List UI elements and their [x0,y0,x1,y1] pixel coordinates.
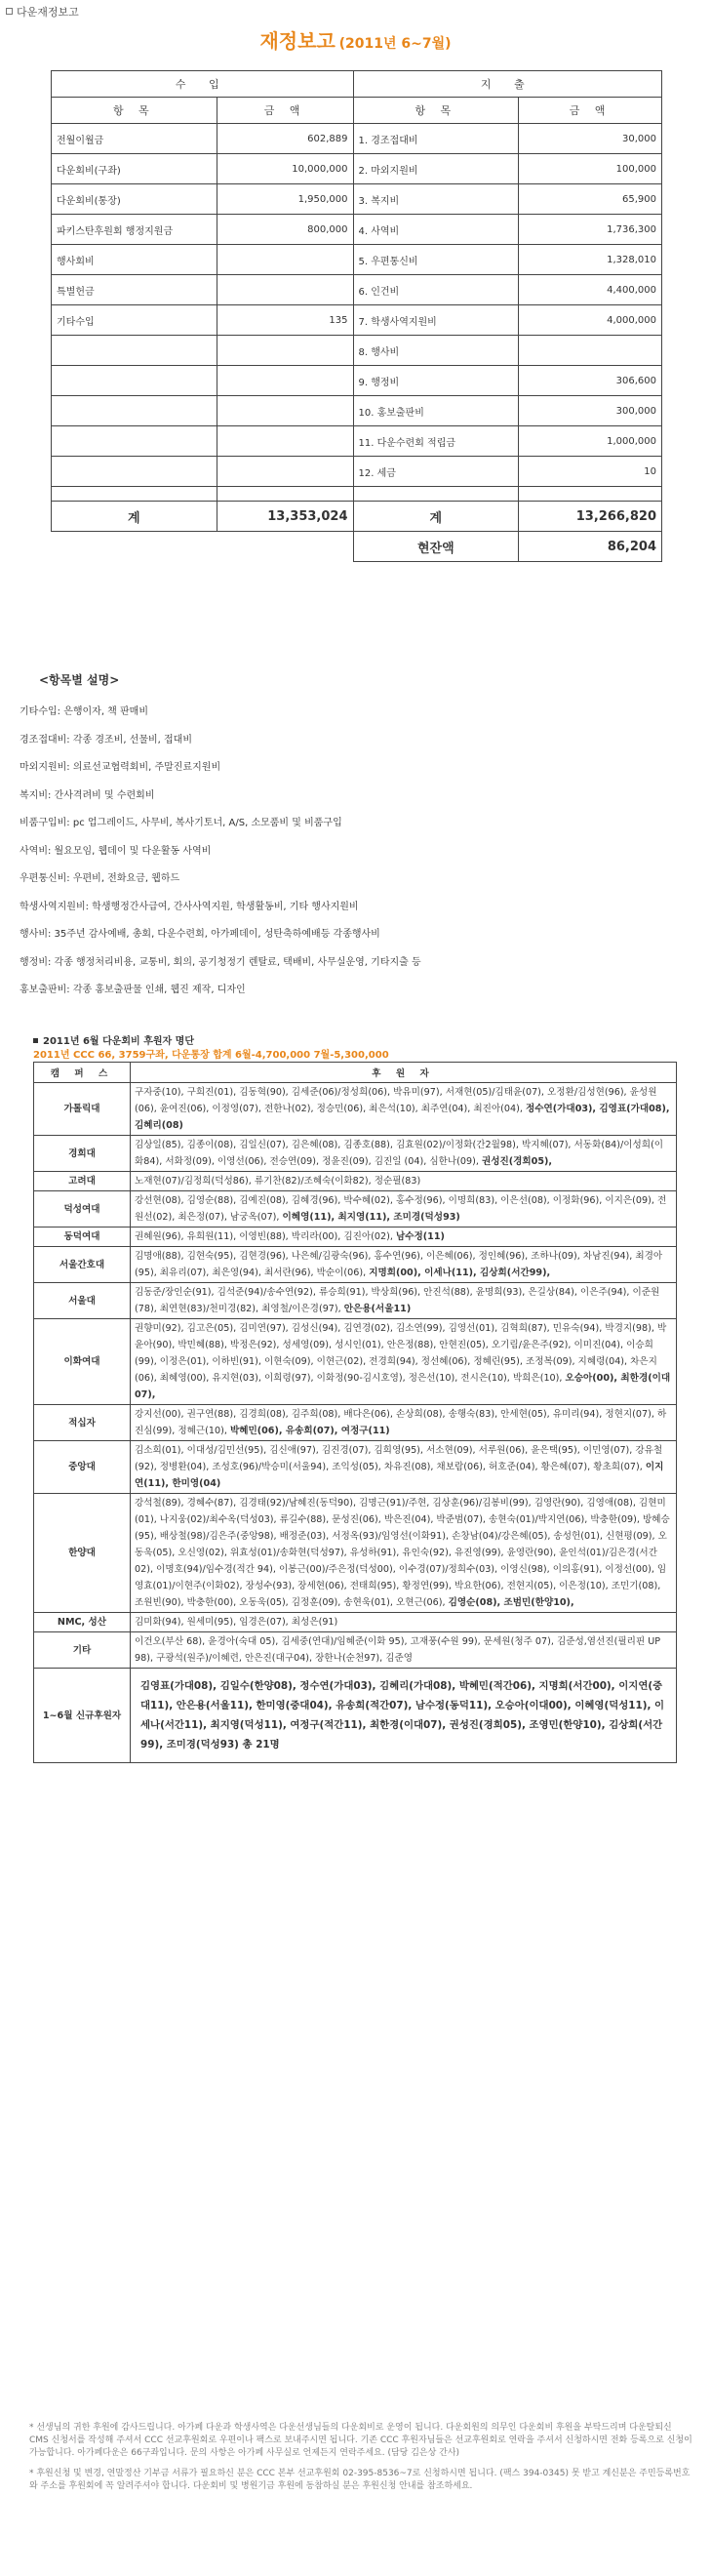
sponsor-cell [131,1441,677,1494]
campus-cell: 서울대 [34,1283,131,1319]
table-row [34,1319,677,1405]
explain-item: 사역비: 월요모임, 웹데이 및 다운활동 사역비 [20,845,212,857]
explain-item: 우편통신비: 우편비, 전화요금, 웹하드 [20,873,180,884]
expense-item: 9. 행정비 [353,366,519,396]
income-item: 다운회비(통장) [52,184,217,215]
expense-item: 7. 학생사역지원비 [353,305,519,336]
finance-row [52,184,662,215]
income-amount [217,396,353,426]
finance-table [51,70,662,562]
income-item: 다운회비(구좌) [52,154,217,184]
sponsor-table [33,1062,677,1763]
explain-item: 행정비: 각종 행정처리비용, 교통비, 회의, 공기청정기 렌탈료, 택배비, 사무실운영, 기타지출 등 [20,956,421,968]
income-amount: 135 [217,305,353,336]
explain-item: 기타수입: 은행이자, 책 판매비 [20,706,149,717]
income-amount: 602,889 [217,124,353,154]
expense-item: 10. 홍보출판비 [353,396,519,426]
expense-item: 1. 경조접대비 [353,124,519,154]
income-amount [217,275,353,305]
sponsor-cell [131,1172,677,1191]
sponsor-names-new: 이혜영(11), 최지영(11), 조미경(덕성93) [282,1212,460,1223]
sponsor-subheading: 2011년 CCC 66, 3759구좌, 다운통장 합계 6월-4,700,000 7월-5,300,000 [33,1050,389,1061]
campus-cell: 경희대 [34,1136,131,1172]
finance-row [52,275,662,305]
table-row [34,1083,677,1136]
sponsor-names: 김미화(94), 원세미(95), 임경은(07), 최성은(91) [135,1617,338,1628]
notes [29,2422,692,2501]
col-sponsor: 후 원 자 [131,1063,677,1083]
finance-row [52,426,662,457]
campus-cell: 중앙대 [34,1441,131,1494]
sponsor-names-new: 안은용(서울11) [343,1304,412,1314]
sponsor-names-new: 지명희(00), 이세나(11), 김상희(서간99), [369,1268,551,1278]
income-amount [217,336,353,366]
sponsor-names-new: 권성진(경희05), [481,1156,553,1167]
expense-item: 6. 인건비 [353,275,519,305]
sponsor-names: 강지선(00), 권구연(88), 김경희(08), 김주희(08), 배다은(06), 손상희(08), 송행숙(83), 안세현(05), 유미리(94), 정현지(07), 하진심(99), 정혜근(10), [135,1409,667,1436]
table-row [34,1441,677,1494]
income-amount: 1,950,000 [217,184,353,215]
explain-item: 학생사역지원비: 학생행정간사급여, 간사사역지원, 학생활동비, 기타 행사지원비 [20,901,359,912]
finance-row [52,305,662,336]
expense-amount: 30,000 [519,124,662,154]
finance-row [52,396,662,426]
col-item: 항 목 [52,98,217,124]
campus-cell: 한양대 [34,1494,131,1613]
table-row [34,1172,677,1191]
table-row [34,1191,677,1228]
table-row [34,1494,677,1613]
table-row [34,1405,677,1441]
explain-item: 복지비: 간사격려비 및 수련회비 [20,789,155,801]
sponsor-cell [131,1613,677,1632]
expense-amount [519,336,662,366]
expense-item: 11. 다운수련회 적립금 [353,426,519,457]
sponsor-names: 권향미(92), 김고은(05), 김미연(97), 김성신(94), 김연경(02), 김소연(99), 김영선(01), 김혁희(87), 민유숙(94), 박경지(98), 박윤아(90), 박민혜(88), 박정은(92), 성세영(09), 성시인(01), 안은정(88), 안현진(05), 오기림/윤은주(92), 이미진(04), 이승희(99), 이정은(01), 이하빈(91), 이현숙(09), 이현근(02), 전경희(94), 정선혜(06), 정혜린(95), 조정복(09), 지혜령(04), 차은지(06), 최혜영(00), 유지현(03), 이희령(97), 이화정(90-김시호영), 정은선(10), 전시은(10), 박희은(10), [135,1323,667,1384]
income-item: 특별헌금 [52,275,217,305]
finance-row [52,336,662,366]
expense-amount: 100,000 [519,154,662,184]
table-row [34,1228,677,1247]
explain-item: 마외지원비: 의료선교협력회비, 주말진료지원비 [20,762,221,773]
expense-total: 13,266,820 [519,502,662,532]
sponsor-names-new: 김영순(08), 조범민(한양10), [448,1597,574,1608]
income-item: 파키스탄후원회 행정지원금 [52,215,217,245]
expense-amount: 1,736,300 [519,215,662,245]
table-row [34,1613,677,1632]
sponsor-names: 권혜원(96), 유희원(11), 이영빈(88), 박리라(00), 김진아(02), [135,1231,396,1242]
expense-item: 12. 세금 [353,457,519,487]
sponsor-cell [131,1494,677,1613]
balance-value: 86,204 [519,532,662,562]
sponsor-names-new: 정수연(가대03), 김영표(가대08), 김혜리(08) [135,1104,670,1131]
expense-amount: 300,000 [519,396,662,426]
sponsor-names: 노재현(07)/김정희(덕성86), 류기찬(82)/조혜숙(이화82), 정순필(83) [135,1176,421,1187]
table-row [34,1136,677,1172]
income-item: 행사회비 [52,245,217,275]
explain-item: 경조접대비: 각종 경조비, 선물비, 접대비 [20,734,193,745]
sponsor-cell [131,1136,677,1172]
income-amount [217,426,353,457]
income-item: 기타수입 [52,305,217,336]
sponsor-cell [131,1669,677,1763]
campus-cell: 동덕여대 [34,1228,131,1247]
sponsor-cell [131,1247,677,1283]
balance-row [52,532,662,562]
bullet-icon [6,8,13,15]
explain-heading: <항목별 설명> [39,673,120,687]
table-row [34,1283,677,1319]
sponsor-cell [131,1405,677,1441]
explain-item: 홍보출판비: 각종 홍보출판물 인쇄, 웹진 제작, 디자인 [20,985,246,995]
income-header: 수 입 [52,71,354,98]
sponsor-cell [131,1228,677,1247]
sponsor-cell [131,1083,677,1136]
expense-amount: 10 [519,457,662,487]
income-total: 13,353,024 [217,502,353,532]
campus-cell: 서울간호대 [34,1247,131,1283]
finance-row [52,124,662,154]
sponsor-names: 김소희(01), 이대성/김민선(95), 김신애(97), 김진경(07), 김희영(95), 서소현(09), 서루원(06), 윤은택(95), 이민영(07), 강유철(92), 정병환(04), 조성호(96)/박승미(서울94), 조익성(05), 차유진(08), 채보람(06), 허호준(04), 황은혜(07), 황초희(07), [135,1445,663,1472]
explain-list [20,699,692,1005]
sponsor-cell [131,1319,677,1405]
table-row [34,1247,677,1283]
campus-cell: 기타 [34,1632,131,1669]
sponsor-cell [131,1191,677,1228]
expense-amount: 1,328,010 [519,245,662,275]
sponsor-names-new: 남수정(11) [395,1231,445,1242]
income-amount [217,366,353,396]
col-item: 항 목 [353,98,519,124]
table-row [34,1669,677,1763]
sponsor-names-new: 김영표(가대08), 김일수(한양08), 정수연(가대03), 김혜리(가대08), 박혜민(적간06), 지명희(서간00), 이지연(중대11), 안은용(서울11), 한미영(중대04), 유송희(적간07), 남수정(동덕11), 오승아(이대00), 이혜영(덕성11), 이세나(서간11), 최지영(덕성11), 여정구(적간11), 최한경(이대07), 권성진(경희05), 조영민(한양10), 김상희(서간99), 조미경(덕성93) 총 21명 [140,1680,665,1751]
sponsor-names: 강선현(08), 김영순(88), 김예진(08), 김혜경(96), 박수혜(02), 홍수정(96), 이명희(83), 이은선(08), 이정화(96), 이지은(09), 전원선(02), 최은정(07), 남궁옥(07), [135,1195,667,1223]
income-amount: 800,000 [217,215,353,245]
note-text: * 선생님의 귀한 후원에 감사드립니다. 아가페 다운과 학생사역은 다운선생님들의 다운회비로 운영이 됩니다. 다운회원의 의무인 다운회비 후원을 부탁드리며 다운탈퇴신 CMS 신청서를 작성해 주셔서 CCC 선교후원회로 우편이나 팩스로 보내주시면 됩니다. 기존 CCC 후원자님들은 선교후원회로 연락을 주셔서 신청하시면 전화 등록으로 신청이 가능합니다. 아가페다운은 66구좌입니다. 문의 사항은 아가페 사무실로 언제든지 연락주세요. (담당 김은상 간사) [29,2423,692,2458]
expense-amount: 1,000,000 [519,426,662,457]
campus-cell: 1~6월 신규후원자 [34,1669,131,1763]
finance-row [52,245,662,275]
expense-header: 지 출 [353,71,662,98]
sponsor-names: 김상일(85), 김종이(08), 김일신(07), 김은혜(08), 김종호(88), 김효원(02)/이정화(간2월98), 박지혜(07), 서동화(84)/이성희(이화84), 서화정(09), 이영선(06), 전승연(09), 정윤진(09), 김진일 (04), 심한나(09), [135,1140,664,1167]
balance-label: 현잔액 [353,532,519,562]
income-item [52,366,217,396]
campus-cell: 덕성여대 [34,1191,131,1228]
expense-item: 2. 마외지원비 [353,154,519,184]
sponsor-heading: 2011년 6월 다운회비 후원자 명단 [33,1032,194,1047]
explain-item: 비품구입비: pc 업그레이드, 사무비, 복사기토너, A/S, 소모품비 및 비품구입 [20,818,342,828]
campus-cell: 고려대 [34,1172,131,1191]
breadcrumb: 다운재정보고 [6,4,79,20]
income-item [52,396,217,426]
income-amount: 10,000,000 [217,154,353,184]
expense-item: 8. 행사비 [353,336,519,366]
sponsor-names: 김동준/장인순(91), 김석준(94)/송수연(92), 류승희(91), 박상희(96), 안진석(88), 윤명희(93), 은길상(84), 이은주(94), 이준원(78), 최연현(83)/천미경(82), 최영철/이은경(97), [135,1287,660,1314]
income-amount [217,245,353,275]
expense-amount: 65,900 [519,184,662,215]
sponsor-names: 이건오(부산 68), 윤경아(숙대 05), 김세중(연대)/임혜준(이화 95), 고재풍(수원 99), 문세원(청주 07), 김준성,염선진(필리핀 UP 98), 구광석(원주)/이혜련, 안은진(대구04), 장한나(순천97), 김준영 [135,1636,661,1664]
sponsor-cell [131,1632,677,1669]
sponsor-names: 김명애(88), 김현숙(95), 김현경(96), 나은혜/김광숙(96), 홍수연(96), 이은혜(06), 정인혜(96), 조하나(09), 차남진(94), 최경아(95), 최유리(07), 최은영(94), 최서란(96), 박순이(06), [135,1251,663,1278]
finance-row [52,366,662,396]
income-amount [217,457,353,487]
finance-row [52,215,662,245]
table-row [34,1632,677,1669]
explain-item: 행사비: 35주년 감사예배, 총회, 다운수련회, 아가페데이, 성탄축하예배등 각종행사비 [20,929,380,940]
page-title: 재정보고 (2011년 6~7월) [259,29,452,53]
campus-cell: NMC, 성산 [34,1613,131,1632]
expense-amount: 4,400,000 [519,275,662,305]
sponsor-names-new: 이지연(11), 한미영(04) [135,1462,664,1489]
expense-item: 4. 사역비 [353,215,519,245]
bullet-icon [33,1038,38,1043]
expense-item: 5. 우편통신비 [353,245,519,275]
expense-amount: 4,000,000 [519,305,662,336]
sponsor-names: 구자중(10), 구희진(01), 김동혁(90), 김세준(06)/정성희(06), 박유미(97), 서재현(05)/김태윤(07), 오정환/김성현(96), 윤성원(06), 윤여진(06), 이정영(07), 전한나(02), 정승민(06), 최은석(10), 최주연(04), 최진아(04), [135,1087,657,1114]
note-text: * 후원신청 및 변경, 연말정산 기부금 서류가 필요하신 분은 CCC 본부 선교후원회 02-395-8536~7로 신청하시면 됩니다. (팩스 394-0345) 못 받고 계신분은 주민등록번호와 주소를 후원회에 꼭 알려주셔야 합니다. 다운회비 및 병원기금 후원에 동참하실 분은 후원신청 안내를 참조하세요. [29,2469,691,2491]
col-amount: 금 액 [519,98,662,124]
col-campus: 캠 퍼 스 [34,1063,131,1083]
sponsor-cell [131,1283,677,1319]
finance-row [52,457,662,487]
income-item [52,336,217,366]
expense-item: 3. 복지비 [353,184,519,215]
campus-cell: 가톨릭대 [34,1083,131,1136]
expense-amount: 306,600 [519,366,662,396]
sponsor-names: 강석철(89), 경혜수(87), 김경태(92)/남혜진(동덕90), 김명근(91)/주현, 김상훈(96)/김봉비(99), 김영란(90), 김영애(08), 김현미(01), 나지웅(02)/최수옥(덕성03), 류길수(88), 문성진(06), 박은진(04), 박준범(07), 송현숙(01)/박지연(06), 박충한(09), 방혜승(95), 배상철(98)/김은주(중앙98), 배정준(03), 서정옥(93)/임영선(이화91), 손창남(04)/강은혜(05), 송성헌(01), 신현평(09), 오동욱(05), 오신영(02), 위효성(01)/송화현(덕성97), 유성하(91), 유인숙(92), 유진영(99), 윤영란(90), 윤인석(01)/김은경(서간02), 이명호(94)/임수경(적간 94), 이봉근(00)/주은정(덕성00), 이수경(07)/정희수(03), 이영신(98), 이의홍(91), 이정선(00), 임영효(01)/이현주(이화02), 장성수(93), 장세현(06), 전태희(95), 황정연(99), 박요한(06), 전현지(05), 이은정(10), 조민기(08), 조원빈(90), 박충한(00), 오동욱(05), 김정훈(09), 송현욱(01), 오현근(06), [135,1498,670,1608]
income-item [52,426,217,457]
income-item: 전월이월금 [52,124,217,154]
campus-cell: 적십자 [34,1405,131,1441]
total-row: 계 13,353,024 계 13,266,820 [52,502,662,532]
campus-cell: 이화여대 [34,1319,131,1405]
col-amount: 금 액 [217,98,353,124]
income-item [52,457,217,487]
sponsor-names-new: 박혜민(06), 유송희(07), 여정구(11) [229,1426,390,1436]
finance-row [52,154,662,184]
sponsor-names-new: 오승아(00), 최한경(이대07), [135,1373,671,1400]
